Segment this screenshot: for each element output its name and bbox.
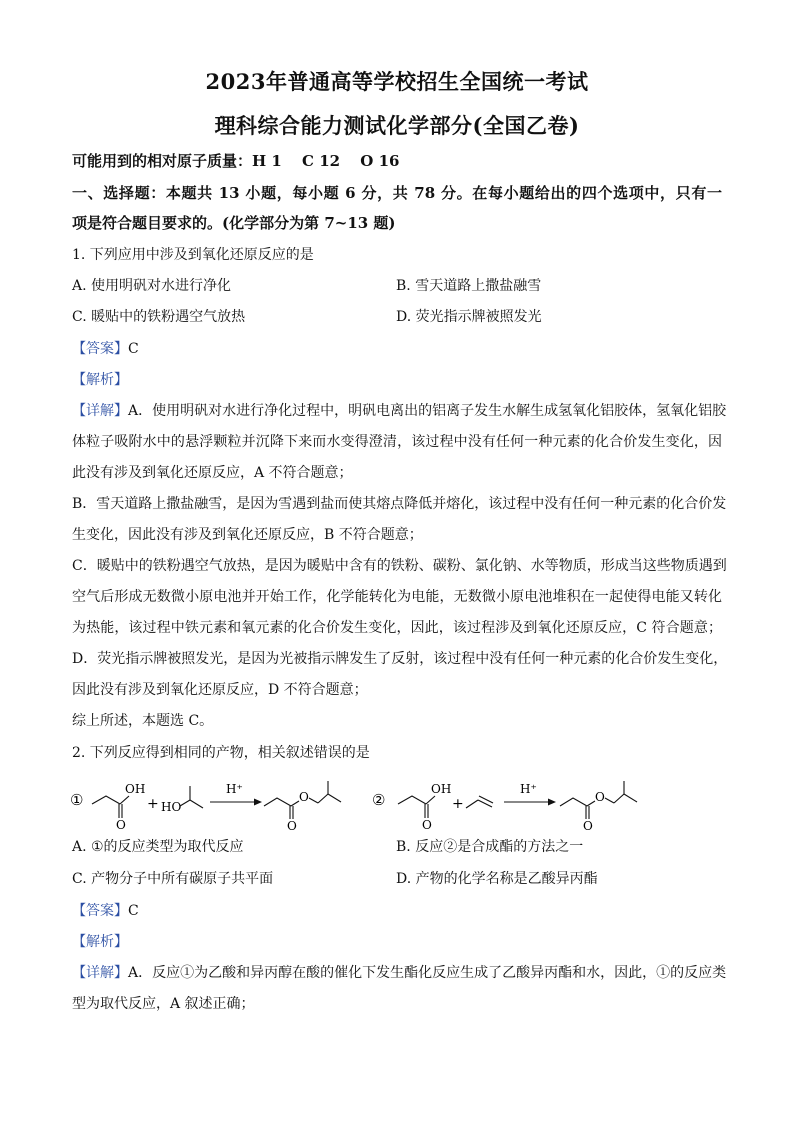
svg-text:H⁺: H⁺ xyxy=(520,782,537,796)
q1-option-c: C. 暖贴中的铁粉遇空气放热 xyxy=(72,309,246,325)
answer-value: C xyxy=(128,341,139,357)
q2-stem: 2. 下列反应得到相同的产物，相关叙述错误的是 xyxy=(72,745,370,761)
q1-option-a: A. 使用明矾对水进行净化 xyxy=(72,278,232,294)
svg-text:OH: OH xyxy=(125,782,146,796)
answer-tag: 【答案】 xyxy=(72,903,128,919)
q2-analysis-tag: 【解析】 xyxy=(72,934,128,950)
answer-tag: 【答案】 xyxy=(72,341,128,357)
detail-tag: 【详解】 xyxy=(72,403,128,419)
svg-text:O: O xyxy=(299,790,309,804)
q1-explanation-10: 因此没有涉及到氧化还原反应，D 不符合题意； xyxy=(72,682,368,698)
q1-explanation-5: 生变化，因此没有涉及到氧化还原反应，B 不符合题意； xyxy=(72,527,423,543)
atomic-masses: 可能用到的相对原子质量：H 1 C 12 O 16 xyxy=(72,152,400,170)
svg-text:OH: OH xyxy=(431,782,452,796)
svg-text:②: ② xyxy=(372,791,386,809)
q1-explanation-7: 空气后形成无数微小原电池并开始工作，化学能转化为电能，无数微小原电池堆积在一起使得电能又转化 xyxy=(72,589,722,605)
svg-text:H⁺: H⁺ xyxy=(226,782,243,796)
svg-text:O: O xyxy=(583,819,593,832)
svg-text:①: ① xyxy=(70,791,84,809)
q2-option-a: A. ①的反应类型为取代反应 xyxy=(72,839,244,855)
reaction-2-scheme xyxy=(372,776,642,832)
q1-analysis-tag: 【解析】 xyxy=(72,372,128,388)
detail-tag: 【详解】 xyxy=(72,965,128,981)
section-instructions-1: 一、选择题：本题共 13 小题，每小题 6 分，共 78 分。在每小题给出的四个选项中，只有一 xyxy=(72,184,722,202)
q1-option-d: D. 荧光指示牌被照发光 xyxy=(396,309,542,325)
exam-subtitle: 理科综合能力测试化学部分(全国乙卷) xyxy=(214,113,580,138)
q2-option-c: C. 产物分子中所有碳原子共平面 xyxy=(72,871,274,887)
q2-explanation-2: 型为取代反应，A 叙述正确； xyxy=(72,996,255,1012)
q2-option-b: B. 反应②是合成酯的方法之一 xyxy=(396,839,584,855)
q1-explanation-2: 体粒子吸附水中的悬浮颗粒并沉降下来而水变得澄清，该过程中没有任何一种元素的化合价发生变化，因 xyxy=(72,434,722,450)
q1-conclusion: 综上所述，本题选 C。 xyxy=(72,713,214,729)
exam-title: 2023年普通高等学校招生全国统一考试 xyxy=(205,69,589,94)
svg-text:O: O xyxy=(287,819,297,832)
q1-option-b: B. 雪天道路上撒盐融雪 xyxy=(396,278,542,294)
svg-text:+: + xyxy=(452,796,464,812)
q1-explanation-8: 为热能，该过程中铁元素和氧元素的化合价发生变化，因此，该过程涉及到氧化还原反应，C 符合题意； xyxy=(72,620,722,636)
section-instructions-2: 项是符合题目要求的。(化学部分为第 7~13 题) xyxy=(72,214,396,232)
q1-explanation-4: B．雪天道路上撒盐融雪，是因为雪遇到盐而使其熔点降低并熔化，该过程中没有任何一种元素的化合价发 xyxy=(72,496,727,512)
q1-explanation-3: 此没有涉及到氧化还原反应，A 不符合题意； xyxy=(72,465,353,481)
reaction-1-scheme xyxy=(70,776,350,832)
q2-answer xyxy=(72,902,139,920)
svg-text:O: O xyxy=(422,818,432,832)
q2-option-d: D. 产物的化学名称是乙酸异丙酯 xyxy=(396,871,598,887)
svg-text:O: O xyxy=(116,818,126,832)
q2-explanation-1: 【详解】A．反应①为乙酸和异丙醇在酸的催化下发生酯化反应生成了乙酸异丙酯和水，因此，①的反应类 xyxy=(72,965,727,981)
q1-explanation-6: C．暖贴中的铁粉遇空气放热，是因为暖贴中含有的铁粉、碳粉、氯化钠、水等物质，形成当这些物质遇到 xyxy=(72,558,727,574)
q1-explanation-1: 【详解】A．使用明矾对水进行净化过程中，明矾电离出的铝离子发生水解生成氢氧化铝胶体，氢氧化铝胶 xyxy=(72,403,727,419)
svg-text:+: + xyxy=(147,796,159,812)
q1-answer xyxy=(72,340,139,358)
q1-explanation-9: D．荧光指示牌被照发光，是因为光被指示牌发生了反射，该过程中没有任何一种元素的化合价发生变化， xyxy=(72,651,728,667)
svg-text:HO: HO xyxy=(161,800,182,814)
svg-text:O: O xyxy=(595,790,605,804)
answer-value: C xyxy=(128,903,139,919)
q1-stem: 1. 下列应用中涉及到氧化还原反应的是 xyxy=(72,247,314,263)
